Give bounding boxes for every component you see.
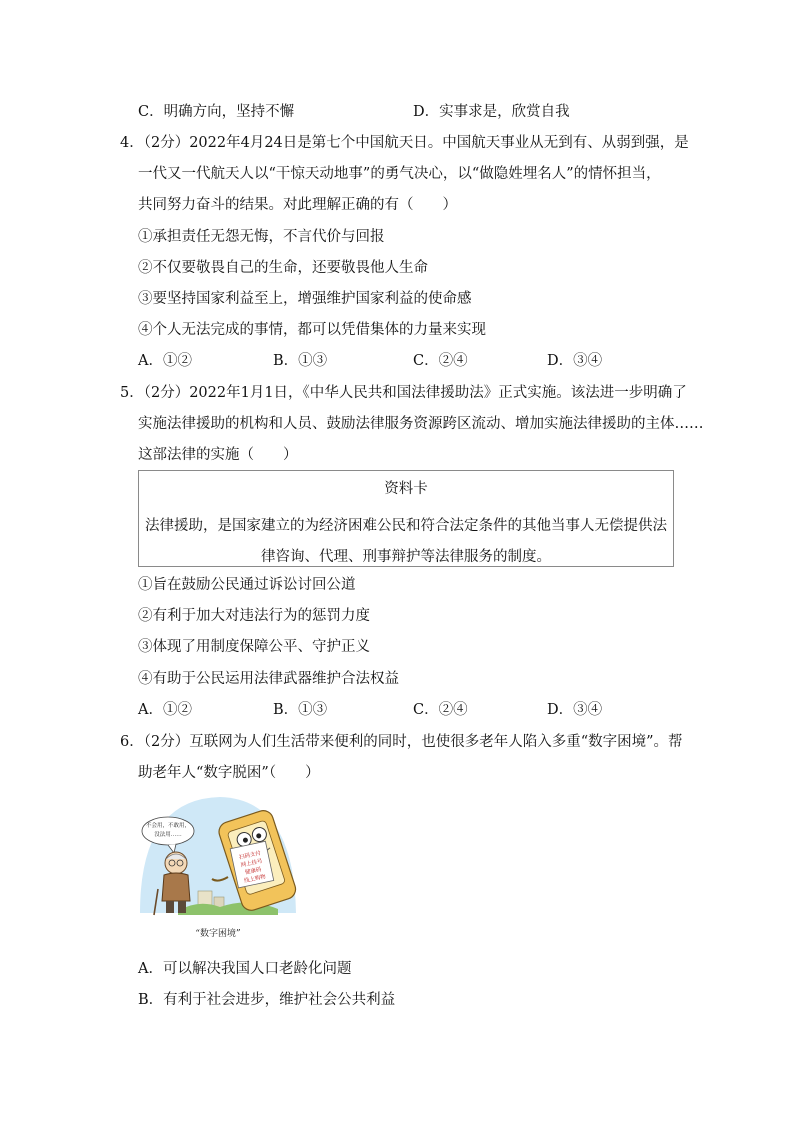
svg-text:扫码支付: 扫码支付: [238, 850, 262, 862]
q4-item-4: ④个人无法完成的事情，都可以凭借集体的力量来实现: [138, 322, 486, 338]
info-card-title: 资料卡: [384, 481, 428, 497]
svg-text:不会用，不敢用，: 不会用，不敢用，: [145, 823, 191, 829]
q5-option-a: A．①②: [138, 702, 192, 718]
q6-option-b: B．有利于社会进步，维护社会公共利益: [138, 992, 396, 1008]
q4-option-c: C．②④: [413, 353, 468, 369]
q6-option-a: A．可以解决我国人口老龄化问题: [138, 961, 352, 977]
q4-options: [138, 351, 678, 371]
q4-item-1: ①承担责任无怨无悔，不言代价与回报: [138, 229, 385, 245]
cartoon-illustration: [138, 793, 298, 943]
q4-stem-line1: 4．（2分）2022年4月24日是第七个中国航天日。中国航天事业从无到有、从弱到强，是: [120, 135, 689, 151]
q4-stem-line3: 共同努力奋斗的结果。对此理解正确的有（ ）: [138, 197, 457, 213]
q5-option-b: B．①③: [273, 702, 328, 718]
q5-option-c: C．②④: [413, 702, 468, 718]
svg-text:网上挂号: 网上挂号: [240, 858, 264, 869]
q5-item-1: ①旨在鼓励公民通过诉讼讨回公道: [138, 577, 356, 593]
q5-stem-line3: 这部法律的实施（ ）: [138, 447, 298, 463]
q4-option-d: D．③④: [547, 353, 603, 369]
info-card-body: 法律援助，是国家建立的为经济困难公民和符合法定条件的其他当事人无偿提供法律咨询、代理、刑事辩护等法律服务的制度。: [145, 518, 667, 565]
svg-text:健康码: 健康码: [244, 866, 263, 877]
q3-option-c: C．明确方向，坚持不懈: [138, 104, 295, 120]
q6-stem-line1: 6．（2分）互联网为人们生活带来便利的同时，也使很多老年人陷入多重“数字困境”。帮: [120, 734, 683, 750]
q4-option-a: A．①②: [138, 353, 192, 369]
digital-dilemma-cartoon: [138, 793, 298, 943]
q5-options: [138, 700, 678, 720]
q5-item-3: ③体现了用制度保障公平、守护正义: [138, 639, 370, 655]
q5-item-2: ②有利于加大对违法行为的惩罚力度: [138, 608, 370, 624]
svg-text:“数字困境”: “数字困境”: [195, 929, 241, 939]
q3-option-d: D．实事求是，欣赏自我: [413, 104, 570, 120]
q5-stem-line2: 实施法律援助的机构和人员、鼓励法律服务资源跨区流动、增加实施法律援助的主体……: [138, 416, 704, 432]
svg-text:线上购物: 线上购物: [243, 874, 267, 885]
q4-item-2: ②不仅要敬畏自己的生命，还要敬畏他人生命: [138, 260, 428, 276]
q6-stem-line2: 助老年人“数字脱困”（ ）: [138, 765, 320, 781]
q4-option-b: B．①③: [273, 353, 328, 369]
info-card: [138, 470, 674, 567]
q4-stem-line2: 一代又一代航天人以“干惊天动地事”的勇气决心，以“做隐姓埋名人”的情怀担当，: [138, 166, 661, 182]
svg-text:没法用……: 没法用……: [154, 832, 182, 838]
q4-item-3: ③要坚持国家利益至上，增强维护国家利益的使命感: [138, 291, 472, 307]
q5-option-d: D．③④: [547, 702, 603, 718]
q5-item-4: ④有助于公民运用法律武器维护合法权益: [138, 671, 399, 687]
q5-stem-line1: 5．（2分）2022年1月1日，《中华人民共和国法律援助法》正式实施。该法进一步明确了: [120, 385, 687, 401]
